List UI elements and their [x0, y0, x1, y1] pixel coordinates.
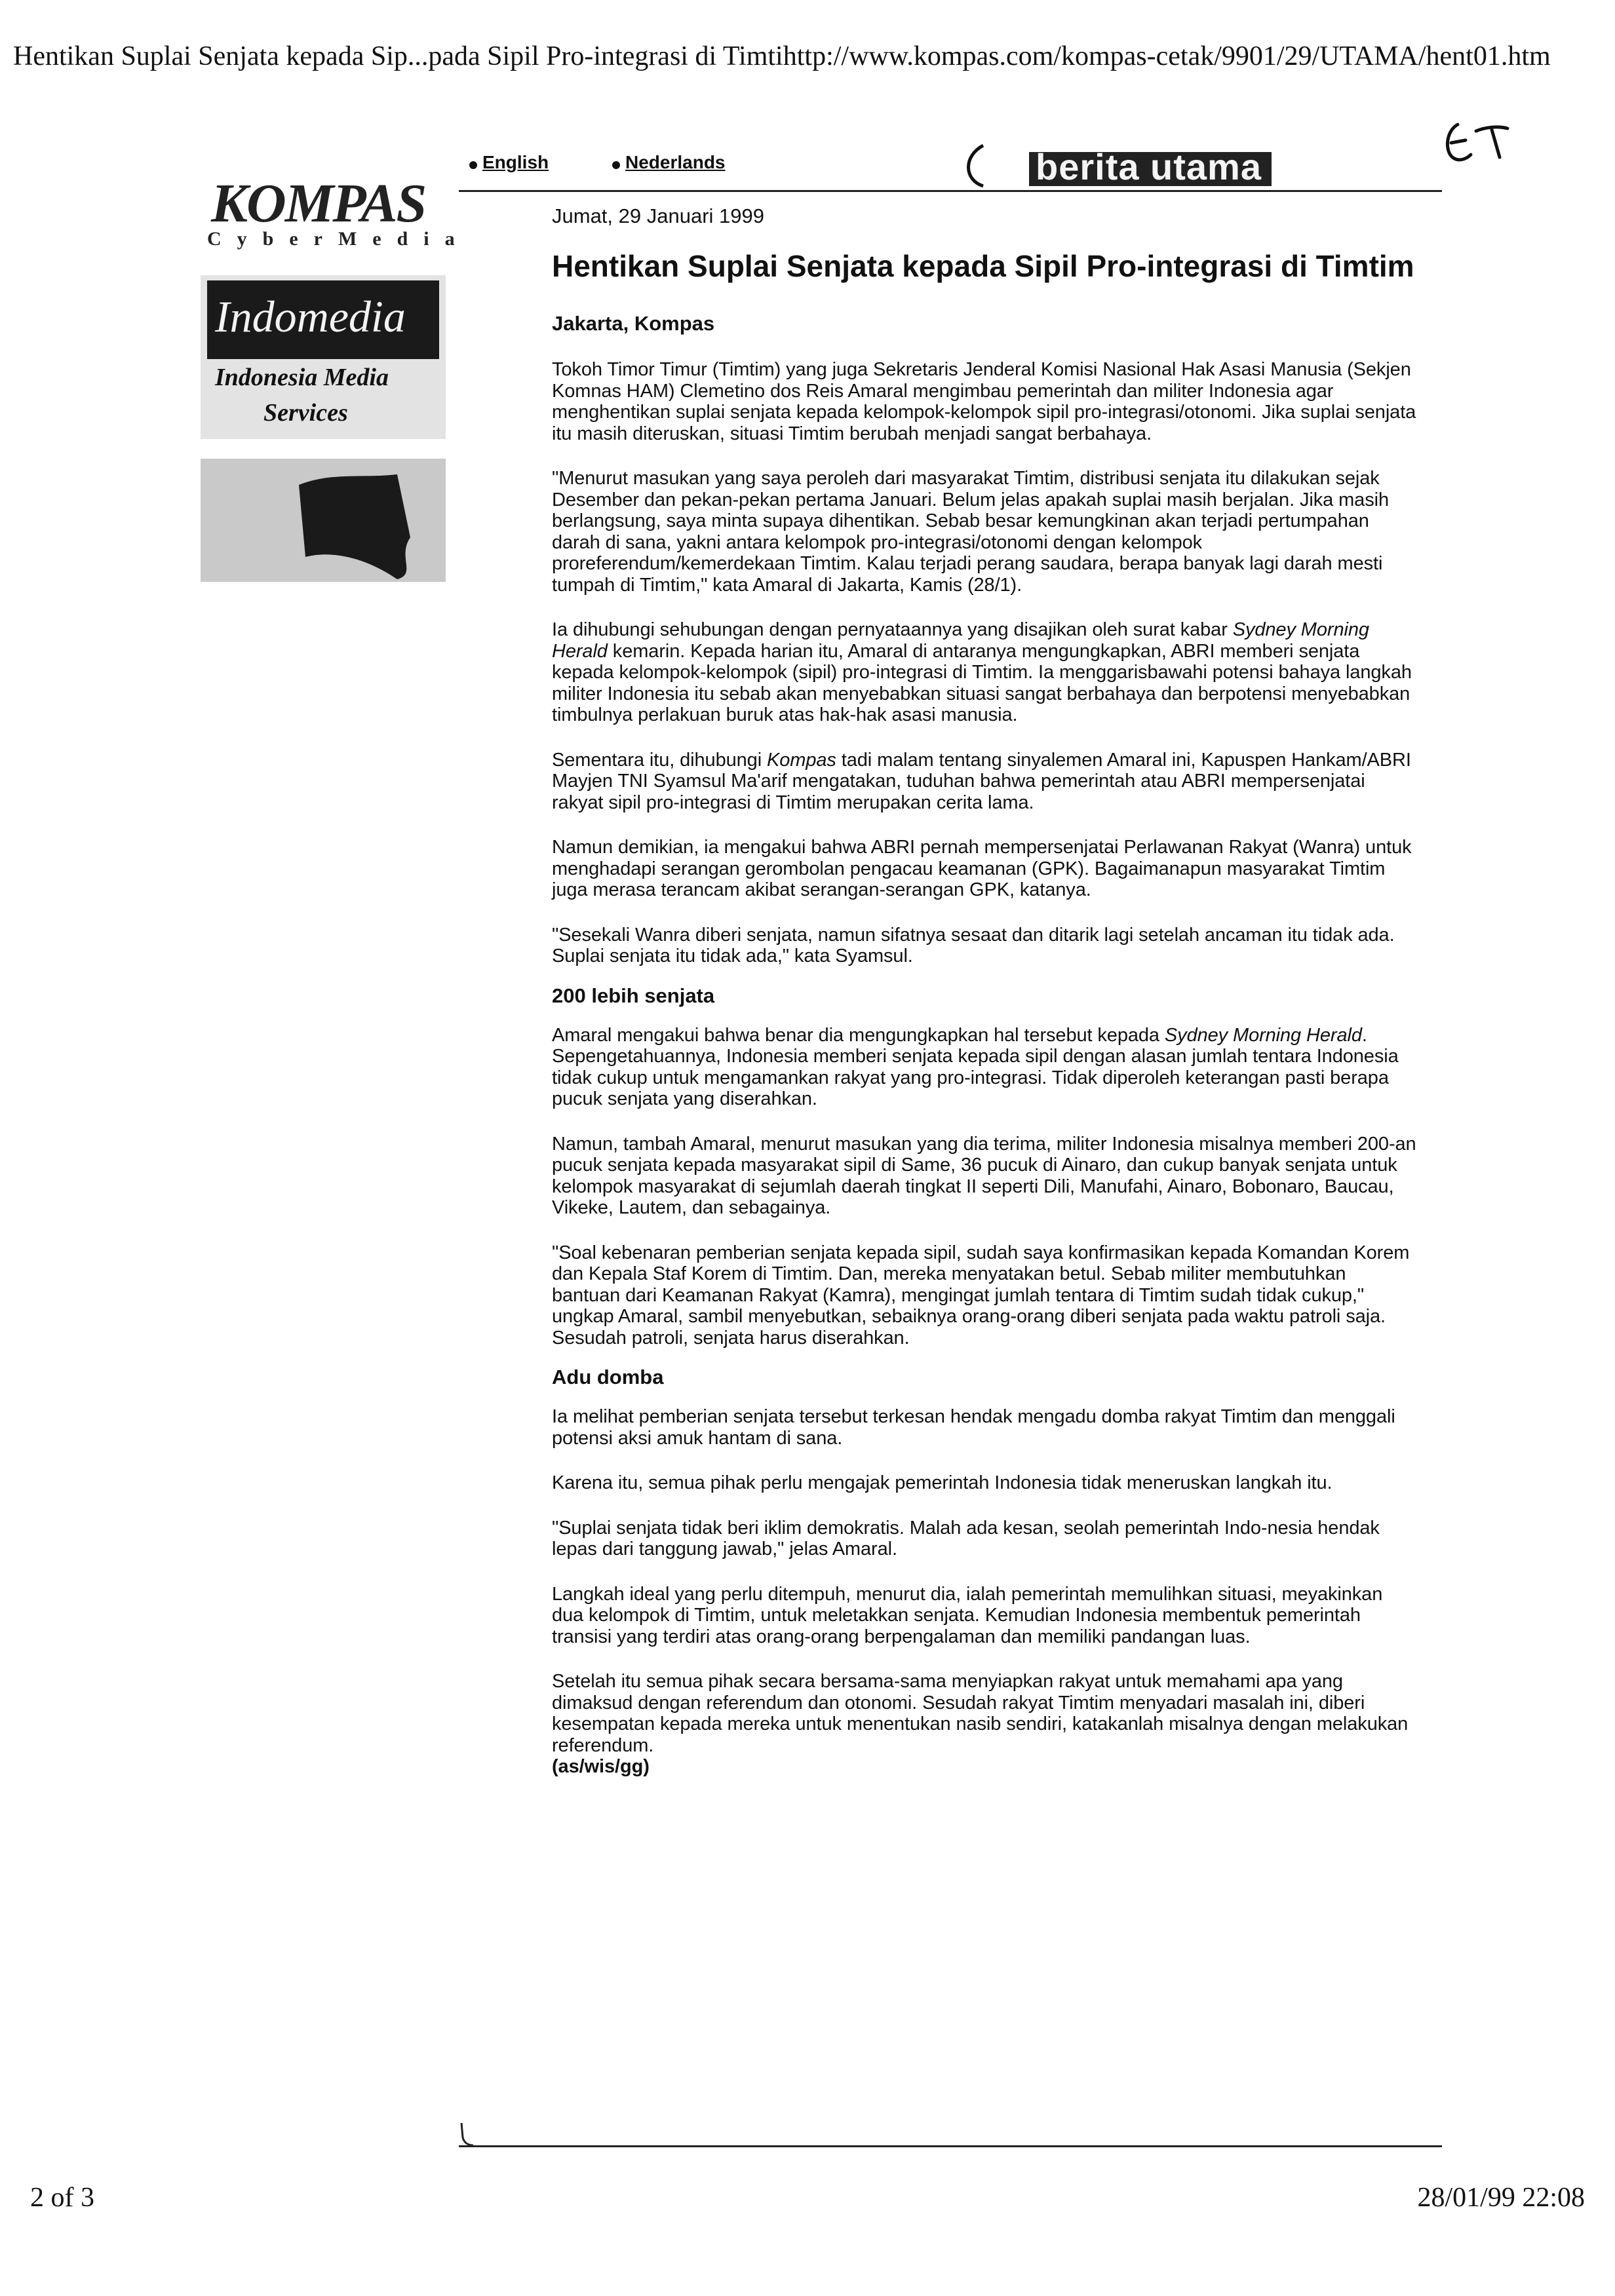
- bottom-rule-hook: [459, 2122, 475, 2147]
- nav-link-english[interactable]: English: [482, 152, 549, 172]
- paragraph-text: . Sepengetahuannya, Indonesia memberi senjata kepada sipil dengan alasan jumlah tentara Indonesia tidak cukup untuk mengamankan rakyat yang pro-integrasi. Tidak diperoleh keterangan pasti berapa pucuk senjata yang diserahkan.: [552, 1024, 1399, 1109]
- indomedia-banner[interactable]: [201, 275, 446, 439]
- print-timestamp: 28/01/99 22:08: [1417, 2183, 1585, 2213]
- paragraph: "Suplai senjata tidak beri iklim demokratis. Malah ada kesan, seolah pemerintah Indo-nesia hendak lepas dari tanggung jawab," jelas Amaral.: [552, 1517, 1380, 1559]
- paragraph-text: Ia dihubungi sehubungan dengan pernyataannya yang disajikan oleh surat kabar: [552, 619, 1233, 640]
- indomedia-tagline-1: Indonesia Media: [215, 364, 389, 391]
- footer-divider: [459, 2145, 1442, 2147]
- paragraph: Namun, tambah Amaral, menurut masukan yang dia terima, militer Indonesia misalnya memberi 200-an pucuk senjata kepada masyarakat sipil di Same, 36 pucuk di Ainaro, dan cukup banyak senjata untuk kelompok masyarakat di sejumlah daerah tingkat II seperti Dili, Manufahi, Ainaro, Bobonaro, Baucau, Vikeke, Lautem, dan sebagainya.: [552, 1133, 1416, 1218]
- nav-link-nederlands[interactable]: Nederlands: [625, 152, 726, 172]
- print-header: Hentikan Suplai Senjata kepada Sip...pada Sipil Pro-integrasi di Timtihttp://www.kompas.com/kompas-cetak/9901/29/UTAMA/hent01.htm: [13, 41, 1551, 71]
- newspaper-name: Sydney Morning Herald: [552, 619, 1369, 662]
- paragraph: Tokoh Timor Timur (Timtim) yang juga Sekretaris Jenderal Komisi Nasional Hak Asasi Manusia (Sekjen Komnas HAM) Clemetino dos Reis Amaral mengimbau pemerintah dan militer Indonesia agar menghentikan suplai senjata kepada kelompok-kelompok sipil pro-integrasi/otonomi. Jika suplai senjata itu masih diteruskan, situasi Timtim berubah menjadi sangat berbahaya.: [552, 359, 1416, 444]
- paragraph: [552, 1025, 1417, 1110]
- indomedia-brand: Indomedia: [215, 292, 406, 341]
- newspaper-name: Kompas: [767, 749, 836, 771]
- indomedia-tagline-2: Services: [263, 399, 348, 427]
- paragraph: "Soal kebenaran pemberian senjata kepada sipil, sudah saya konfirmasikan kepada Komandan Korem dan Kepala Staf Korem di Timtim. Dan, mereka menyatakan betul. Sebab militer membutuhkan bantuan dari Keamanan Rakyat (Kamra), mengingat jumlah tentara di Timtim sudah tidak cukup," ungkap Amaral, sambil menyebutkan, sebaiknya orang-orang diberi senjata pada waktu patroli saja. Sesudah patroli, senjata harus diserahkan.: [552, 1242, 1410, 1349]
- article-dateline: Jakarta, Kompas: [552, 312, 715, 335]
- newspaper-name: Sydney Morning Herald: [1164, 1024, 1362, 1046]
- handwritten-annotation-icon: [1439, 111, 1518, 183]
- kompas-logo[interactable]: [201, 172, 471, 250]
- flag-image[interactable]: [201, 459, 446, 582]
- paragraph: Karena itu, semua pihak perlu mengajak pemerintah Indonesia tidak meneruskan langkah itu.: [552, 1472, 1333, 1493]
- author-initials: (as/wis/gg): [552, 1756, 650, 1777]
- paragraph-text: tadi malam tentang sinyalemen Amaral ini, Kapuspen Hankam/ABRI Mayjen TNI Syamsul Ma'arif mengatakan, tuduhan bahwa pemerintah atau ABRI mempersenjatai rakyat sipil pro-integrasi di Timtim merupakan cerita lama.: [552, 749, 1411, 813]
- paragraph-text: Amaral mengakui bahwa benar dia mengungkapkan hal tersebut kepada: [552, 1024, 1165, 1046]
- paragraph: Langkah ideal yang perlu ditempuh, menurut dia, ialah pemerintah memulihkan situasi, meyakinkan dua kelompok di Timtim, untuk meletakkan senjata. Kemudian Indonesia membentuk pemerintah transisi yang terdiri atas orang-orang berpengalaman dan memiliki pandangan luas.: [552, 1583, 1383, 1647]
- article-headline: Hentikan Suplai Senjata kepada Sipil Pro-integrasi di Timtim: [552, 249, 1414, 283]
- flag-icon: [201, 459, 446, 582]
- paragraph: [552, 1671, 1417, 1778]
- header-divider: [459, 190, 1442, 192]
- section-label: berita utama: [1036, 146, 1262, 187]
- paragraph-text: Setelah itu semua pihak secara bersama-sama menyiapkan rakyat untuk memahami apa yang dimaksud dengan referendum dan otonomi. Sesudah rakyat Timtim menyadari masalah ini, diberi kesempatan kepada mereka untuk menentukan nasib sendiri, katakanlah misalnya dengan melakukan referendum.: [552, 1671, 1409, 1756]
- paragraph: "Menurut masukan yang saya peroleh dari masyarakat Timtim, distribusi senjata itu dilakukan sejak Desember dan pekan-pekan pertama Januari. Belum jelas apakah suplai masih berjalan. Jika masih berlangsung, saya minta supaya dihentikan. Sebab besar kemungkinan akan terjadi pertumpahan darah di sana, yakni antara kelompok pro-integrasi/otonomi dengan kelompok proreferendum/kemerdekaan Timtim. Kalau terjadi perang saudara, berapa banyak lagi darah mesti tumpah di Timtim," kata Amaral di Jakarta, Kamis (28/1).: [552, 468, 1389, 596]
- article-date: Jumat, 29 Januari 1999: [552, 204, 764, 227]
- logo-text: KOMPAS: [211, 173, 426, 234]
- page-number: 2 of 3: [30, 2183, 94, 2213]
- paragraph: Ia melihat pemberian senjata tersebut terkesan hendak mengadu domba rakyat Timtim dan menggali potensi aksi amuk hantam di sana.: [552, 1406, 1395, 1449]
- nav-bullet: [612, 161, 620, 169]
- subheading: Adu domba: [552, 1366, 664, 1388]
- paragraph: [552, 750, 1417, 814]
- article: [552, 197, 1417, 1778]
- logo-subtext: CyberMedia: [207, 228, 471, 250]
- paragraph-text: Sementara itu, dihubungi: [552, 749, 767, 771]
- paragraph: Namun demikian, ia mengakui bahwa ABRI pernah mempersenjatai Perlawanan Rakyat (Wanra) untuk menghadapi serangan gerombolan pengacau keamanan (GPK). Bagaimanapun masyarakat Timtim juga merasa terancam akibat serangan-serangan GPK, katanya.: [552, 837, 1412, 900]
- paragraph: "Sesekali Wanra diberi senjata, namun sifatnya sesaat dan ditarik lagi setelah ancaman itu tidak ada. Suplai senjata itu tidak ada," kata Syamsul.: [552, 924, 1395, 966]
- subheading: 200 lebih senjata: [552, 984, 715, 1007]
- paragraph-text: kemarin. Kepada harian itu, Amaral di antaranya mengungkapkan, ABRI memberi senjata kepada kelompok-kelompok (sipil) pro-integrasi di Timtim. Ia menggarisbawahi potensi bahaya langkah militer Indonesia itu sebab akan menyebabkan situasi sangat berbahaya dan berpotensi menyebabkan timbulnya perlakuan buruk atas hak-hak asasi manusia.: [552, 640, 1412, 725]
- nav-bullet: [469, 161, 477, 169]
- paragraph: [552, 619, 1417, 726]
